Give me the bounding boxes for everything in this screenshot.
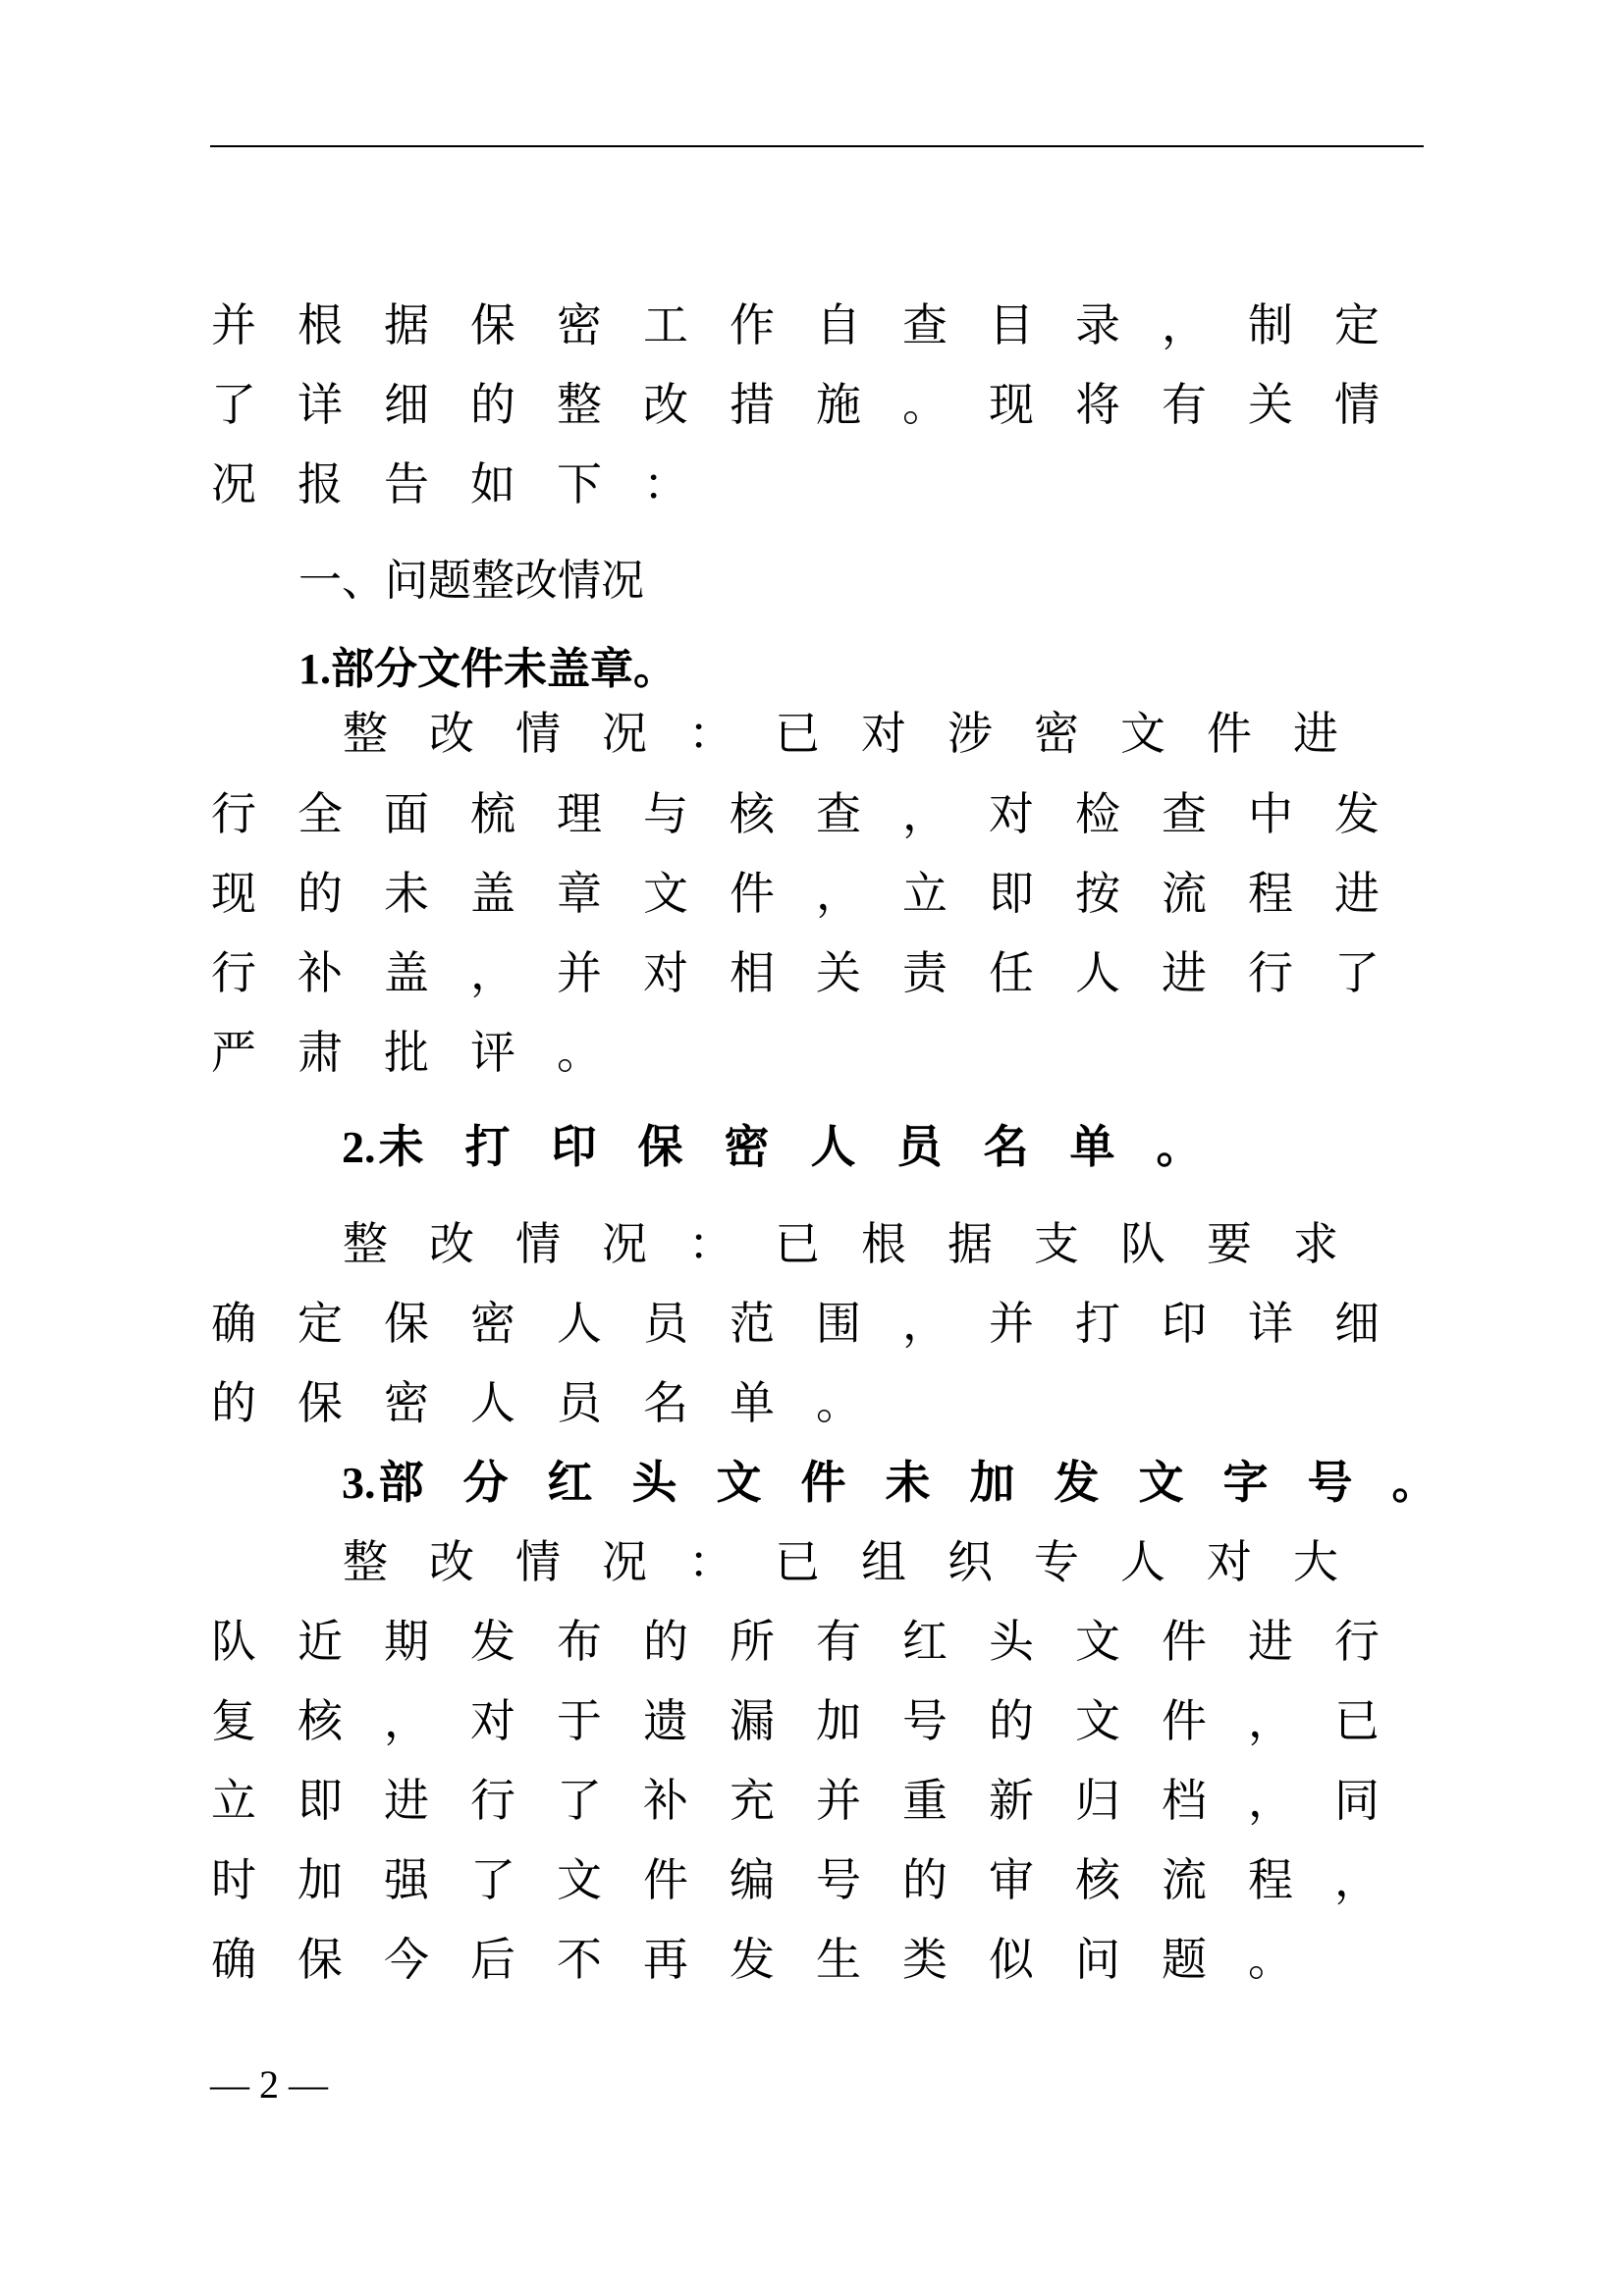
char: 已 <box>775 1535 820 1588</box>
item3-heading <box>342 1456 1438 1509</box>
char: 已 <box>775 1217 820 1270</box>
char: 确 <box>211 1297 256 1350</box>
char: 根 <box>298 298 343 351</box>
char: 作 <box>730 298 775 351</box>
char: 流 <box>1162 867 1207 920</box>
char: 密 <box>557 298 602 351</box>
char: ， <box>470 946 515 999</box>
char: 据 <box>947 1217 993 1270</box>
item3-line-4 <box>210 1774 1380 1827</box>
char: 审 <box>989 1853 1034 1906</box>
char: 再 <box>643 1933 688 1986</box>
char: 已 <box>1334 1694 1380 1747</box>
char: 理 <box>557 787 602 840</box>
char: 员 <box>557 1376 602 1429</box>
char: 号 <box>816 1853 861 1906</box>
char: 补 <box>643 1774 688 1827</box>
char: 有 <box>816 1615 861 1668</box>
char: 号 <box>1307 1456 1353 1509</box>
char: 并 <box>557 946 602 999</box>
char: 程 <box>1248 1853 1293 1906</box>
char: 期 <box>384 1615 429 1668</box>
char: 人 <box>810 1120 856 1173</box>
char: 人 <box>1120 1535 1165 1588</box>
char: 施 <box>816 378 861 431</box>
char: 文 <box>1075 1615 1120 1668</box>
char: 并 <box>816 1774 861 1827</box>
char: 范 <box>730 1297 775 1350</box>
char: ， <box>1334 1853 1380 1906</box>
char: 据 <box>384 298 429 351</box>
char: 人 <box>1075 946 1120 999</box>
char: 单 <box>1069 1120 1115 1173</box>
char: 专 <box>1034 1535 1079 1588</box>
char: 所 <box>730 1615 775 1668</box>
char: 支 <box>1034 1217 1079 1270</box>
char: 对 <box>643 946 688 999</box>
char: 检 <box>1075 787 1120 840</box>
char: 对 <box>1207 1535 1252 1588</box>
char: 确 <box>211 1933 256 1986</box>
char: 名 <box>643 1376 688 1429</box>
char: 如 <box>470 457 515 510</box>
char: 按 <box>1075 867 1120 920</box>
char: 。 <box>816 1376 861 1429</box>
intro-line-2 <box>210 378 1380 431</box>
char: 的 <box>470 378 515 431</box>
char: ， <box>816 867 861 920</box>
char: 密 <box>1034 707 1079 760</box>
char: 进 <box>1162 946 1207 999</box>
char: 打 <box>464 1120 511 1173</box>
char: 定 <box>298 1297 343 1350</box>
item3-line-1 <box>342 1535 1339 1588</box>
char: 了 <box>557 1774 602 1827</box>
char: 的 <box>989 1694 1034 1747</box>
char: 文 <box>716 1456 762 1509</box>
char: 即 <box>989 867 1034 920</box>
char: 盖 <box>384 946 429 999</box>
char: 面 <box>384 787 429 840</box>
char: 了 <box>470 1853 515 1906</box>
char: 行 <box>470 1774 515 1827</box>
char: 进 <box>1334 867 1380 920</box>
char: 行 <box>211 787 256 840</box>
char: 盖 <box>470 867 515 920</box>
char: 文 <box>1120 707 1165 760</box>
char: 红 <box>547 1456 593 1509</box>
char: 。 <box>902 378 947 431</box>
char: 单 <box>730 1376 775 1429</box>
char: 有 <box>1162 378 1207 431</box>
char: 围 <box>816 1297 861 1350</box>
char: 印 <box>551 1120 597 1173</box>
char: 已 <box>775 707 820 760</box>
char: 评 <box>470 1026 515 1079</box>
char: 人 <box>557 1297 602 1350</box>
char: 录 <box>1075 298 1120 351</box>
char: 现 <box>989 378 1034 431</box>
char: 。 <box>557 1026 602 1079</box>
char: 文 <box>557 1853 602 1906</box>
char: 文 <box>1138 1456 1184 1509</box>
char: 章 <box>557 867 602 920</box>
char: 时 <box>211 1853 256 1906</box>
char: 工 <box>643 298 688 351</box>
char: 件 <box>643 1853 688 1906</box>
char: 查 <box>816 787 861 840</box>
char: 保 <box>637 1120 683 1173</box>
char: 况 <box>602 1217 647 1270</box>
char: 进 <box>1248 1615 1293 1668</box>
char: 改 <box>643 378 688 431</box>
char: 后 <box>470 1933 515 1986</box>
char: 细 <box>1334 1297 1380 1350</box>
char: 告 <box>384 457 429 510</box>
item1-line-5 <box>210 1026 603 1079</box>
char: 整 <box>343 1535 388 1588</box>
item2-line-3 <box>210 1376 862 1429</box>
char: 补 <box>298 946 343 999</box>
char: 对 <box>470 1694 515 1747</box>
char: 详 <box>298 378 343 431</box>
char: 核 <box>298 1694 343 1747</box>
item1-line-4 <box>210 946 1380 999</box>
char: 印 <box>1162 1297 1207 1350</box>
char: 并 <box>211 298 256 351</box>
char: 件 <box>730 867 775 920</box>
char: 批 <box>384 1026 429 1079</box>
char: 情 <box>1334 378 1380 431</box>
char: 了 <box>211 378 256 431</box>
item2-line-2 <box>210 1297 1380 1350</box>
char: 件 <box>1162 1694 1207 1747</box>
char: 将 <box>1075 378 1120 431</box>
char: 问 <box>1075 1933 1120 1986</box>
char: ， <box>902 1297 947 1350</box>
char: 整 <box>557 378 602 431</box>
char: 加 <box>816 1694 861 1747</box>
char: 编 <box>730 1853 775 1906</box>
char: 核 <box>1075 1853 1120 1906</box>
char: 组 <box>861 1535 906 1588</box>
char: 保 <box>298 1933 343 1986</box>
char: 进 <box>384 1774 429 1827</box>
char: ， <box>384 1694 429 1747</box>
char: 档 <box>1162 1774 1207 1827</box>
item3-line-2 <box>210 1615 1380 1668</box>
char: 布 <box>557 1615 602 1668</box>
char: 大 <box>1293 1535 1338 1588</box>
char: 近 <box>298 1615 343 1668</box>
char: 行 <box>1248 946 1293 999</box>
char: 新 <box>989 1774 1034 1827</box>
char: 分 <box>462 1456 509 1509</box>
item3-line-5 <box>210 1853 1380 1906</box>
char: 员 <box>643 1297 688 1350</box>
char: 密 <box>470 1297 515 1350</box>
char: 充 <box>730 1774 775 1827</box>
char: 改 <box>429 707 474 760</box>
item1-line-3 <box>210 867 1380 920</box>
char: 漏 <box>730 1694 775 1747</box>
char: 。 <box>1391 1456 1437 1509</box>
item1-line-2 <box>210 787 1380 840</box>
char: 整 <box>343 707 388 760</box>
char: 生 <box>816 1933 861 1986</box>
char: ， <box>1248 1694 1293 1747</box>
char: 措 <box>730 378 775 431</box>
char: 强 <box>384 1853 429 1906</box>
char: 复 <box>211 1694 256 1747</box>
char: 程 <box>1248 867 1293 920</box>
char: 遗 <box>643 1694 688 1747</box>
char: 件 <box>800 1456 846 1509</box>
char: 文 <box>1075 1694 1120 1747</box>
char: 与 <box>643 787 688 840</box>
char: 号 <box>902 1694 947 1747</box>
char: 密 <box>724 1120 770 1173</box>
char: 类 <box>902 1933 947 1986</box>
char: ： <box>643 457 688 510</box>
char: 发 <box>730 1933 775 1986</box>
char: 情 <box>515 1535 561 1588</box>
char: 关 <box>1248 378 1293 431</box>
item2-heading <box>342 1120 1203 1173</box>
char: 打 <box>1075 1297 1120 1350</box>
char: ： <box>688 707 733 760</box>
char: 即 <box>298 1774 343 1827</box>
char: 严 <box>211 1026 256 1079</box>
char: 的 <box>643 1615 688 1668</box>
char: 的 <box>902 1853 947 1906</box>
char: 。 <box>1156 1120 1202 1173</box>
char: 件 <box>1162 1615 1207 1668</box>
item3-line-3 <box>210 1694 1380 1747</box>
char: 保 <box>298 1376 343 1429</box>
char: 中 <box>1248 787 1293 840</box>
char: 未 <box>885 1456 931 1509</box>
char: 核 <box>730 787 775 840</box>
char: 对 <box>861 707 906 760</box>
char: 不 <box>557 1933 602 1986</box>
char: 名 <box>983 1120 1029 1173</box>
char: 任 <box>989 946 1034 999</box>
char: 加 <box>969 1456 1015 1509</box>
char: 重 <box>902 1774 947 1827</box>
char: 未 <box>384 867 429 920</box>
char: 人 <box>470 1376 515 1429</box>
char: ， <box>1162 298 1207 351</box>
item1-heading-number: 1. <box>298 645 331 693</box>
char: 保 <box>470 298 515 351</box>
item2-line-1 <box>342 1217 1339 1270</box>
char: 密 <box>384 1376 429 1429</box>
char: 于 <box>557 1694 602 1747</box>
char: 行 <box>1334 1615 1380 1668</box>
item1-heading-text: 部分文件未盖章。 <box>331 644 677 694</box>
char: 队 <box>211 1615 256 1668</box>
char: 立 <box>902 867 947 920</box>
char: 梳 <box>470 787 515 840</box>
page-number: — 2 — <box>210 2062 328 2107</box>
char: 今 <box>384 1933 429 1986</box>
char: 加 <box>298 1853 343 1906</box>
char: 对 <box>989 787 1034 840</box>
char: ， <box>1248 1774 1293 1827</box>
char: 全 <box>298 787 343 840</box>
char: 行 <box>211 946 256 999</box>
char: ： <box>688 1535 733 1588</box>
char: 进 <box>1293 707 1338 760</box>
char: 。 <box>1248 1933 1293 1986</box>
char: ， <box>902 787 947 840</box>
char: 未 <box>378 1120 424 1173</box>
char: 归 <box>1075 1774 1120 1827</box>
char: 目 <box>989 298 1034 351</box>
heading-number: 2. <box>342 1122 376 1172</box>
char: 况 <box>602 1535 647 1588</box>
char: 员 <box>896 1120 943 1173</box>
char: 根 <box>861 1217 906 1270</box>
item1-heading <box>298 633 677 696</box>
char: 详 <box>1248 1297 1293 1350</box>
char: 改 <box>429 1535 474 1588</box>
char: 队 <box>1120 1217 1165 1270</box>
char: 查 <box>1162 787 1207 840</box>
char: 发 <box>1054 1456 1100 1509</box>
char: 肃 <box>298 1026 343 1079</box>
char: 题 <box>1162 1933 1207 1986</box>
char: 流 <box>1162 1853 1207 1906</box>
char: 相 <box>730 946 775 999</box>
section-heading: 一、问题整改情况 <box>298 556 644 606</box>
char: 文 <box>643 867 688 920</box>
char: 况 <box>602 707 647 760</box>
intro-line-1 <box>210 298 1380 351</box>
char: 头 <box>989 1615 1034 1668</box>
char: 情 <box>515 1217 561 1270</box>
char: 要 <box>1207 1217 1252 1270</box>
char: 查 <box>902 298 947 351</box>
char: 关 <box>816 946 861 999</box>
intro-line-3 <box>210 457 689 510</box>
heading-number: 3. <box>342 1458 376 1508</box>
char: 自 <box>816 298 861 351</box>
char: 似 <box>989 1933 1034 1986</box>
char: 情 <box>515 707 561 760</box>
char: 涉 <box>947 707 993 760</box>
header-rule <box>210 145 1424 147</box>
item1-line-1 <box>342 707 1339 760</box>
char: 头 <box>631 1456 677 1509</box>
char: 细 <box>384 378 429 431</box>
char: 整 <box>343 1217 388 1270</box>
char: 并 <box>989 1297 1034 1350</box>
char: 保 <box>384 1297 429 1350</box>
char: 字 <box>1222 1456 1269 1509</box>
char: 红 <box>902 1615 947 1668</box>
char: 责 <box>902 946 947 999</box>
char: 同 <box>1334 1774 1380 1827</box>
char: 现 <box>211 867 256 920</box>
char: 改 <box>429 1217 474 1270</box>
char: 发 <box>470 1615 515 1668</box>
item3-line-6 <box>210 1933 1294 1986</box>
char: ： <box>688 1217 733 1270</box>
char: 求 <box>1293 1217 1338 1270</box>
char: 定 <box>1334 298 1380 351</box>
char: 织 <box>947 1535 993 1588</box>
char: 报 <box>298 457 343 510</box>
char: 况 <box>211 457 256 510</box>
char: 部 <box>378 1456 424 1509</box>
char: 立 <box>211 1774 256 1827</box>
char: 了 <box>1334 946 1380 999</box>
char: 下 <box>557 457 602 510</box>
char: 发 <box>1334 787 1380 840</box>
char: 的 <box>298 867 343 920</box>
char: 件 <box>1207 707 1252 760</box>
char: 的 <box>211 1376 256 1429</box>
char: 制 <box>1248 298 1293 351</box>
